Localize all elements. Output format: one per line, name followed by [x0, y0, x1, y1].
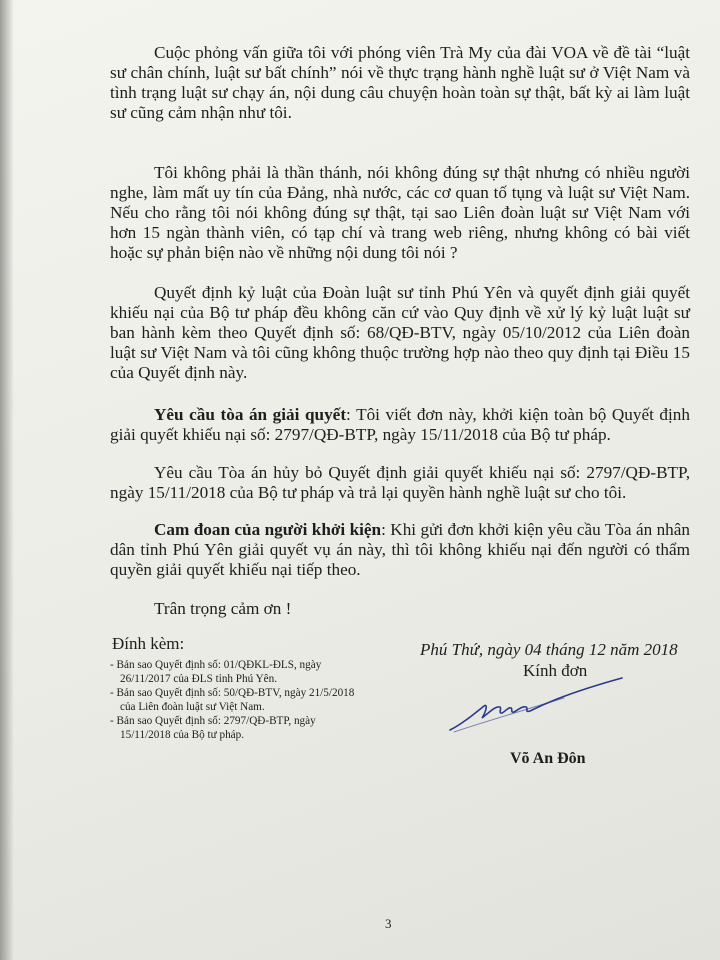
commitment-label: Cam đoan của người khởi kiện: [154, 520, 382, 539]
request-label: Yêu cầu tòa án giải quyết: [154, 405, 347, 424]
request-text: : Tôi viết đơn này, khởi kiện toàn bộ Quyết định giải quyết khiếu nại số: 2797/QĐ-BTP, ngày 15/11/2018 của Bộ tư pháp.: [110, 405, 690, 444]
paragraph-request: [110, 405, 690, 445]
signer-name: Võ An Đôn: [510, 750, 586, 767]
page-shadow: [0, 0, 14, 960]
attachment-item: - Bản sao Quyết định số: 50/QĐ-BTV, ngày 21/5/2018 của Liên đoàn luật sư Việt Nam.: [110, 687, 355, 713]
attachments-title: Đính kèm:: [112, 634, 185, 653]
paragraph-request-annul: Yêu cầu Tòa án hủy bỏ Quyết định giải quyết khiếu nại số: 2797/QĐ-BTP, ngày 15/11/2018 của Bộ tư pháp và trả lại quyền hành nghề luật sư cho tôi.: [110, 463, 690, 502]
greeting: Kính đơn: [523, 661, 588, 680]
commitment-text: : Khi gửi đơn khởi kiện yêu cầu Tòa án nhân dân tỉnh Phú Yên giải quyết vụ án này, thì tôi không khiếu nại đến người có thẩm quyền giải quyết khiếu nại tiếp theo.: [110, 520, 690, 579]
signature-image: [444, 676, 634, 742]
attachment-item: - Bản sao Quyết định số: 2797/QĐ-BTP, ngày 15/11/2018 của Bộ tư pháp.: [110, 715, 316, 741]
place-date: Phú Thứ, ngày 04 tháng 12 năm 2018: [420, 640, 678, 659]
thanks-line: Trân trọng cảm ơn !: [154, 599, 292, 618]
paragraph-commitment: [110, 520, 690, 580]
attachments-list: [110, 658, 360, 742]
page-number: 3: [385, 916, 392, 931]
paragraph-disciplinary-decision: Quyết định kỷ luật của Đoàn luật sư tỉnh Phú Yên và quyết định giải quyết khiếu nại của Bộ tư pháp đều không căn cứ vào Quy định về xử lý kỷ luật luật sư ban hành kèm theo Quyết định số: 68/QĐ-BTV, ngày 05/10/2012 của Liên đoàn luật sư Việt Nam và tôi cũng không thuộc trường hợp nào theo quy định tại Điều 15 của Quyết định này.: [110, 283, 690, 382]
attachment-item: - Bản sao Quyết định số: 01/QĐKL-ĐLS, ngày 26/11/2017 của ĐLS tỉnh Phú Yên.: [110, 659, 322, 685]
paragraph-interview: Cuộc phỏng vấn giữa tôi với phóng viên Trà My của đài VOA về đề tài “luật sư chân chính, luật sư bất chính” nói về thực trạng hành nghề luật sư ở Việt Nam và tình trạng luật sư chạy án, nội dung câu chuyện hoàn toàn sự thật, bất kỳ ai làm luật sư cũng cảm nhận như tôi.: [110, 43, 690, 122]
paragraph-not-divine: Tôi không phải là thần thánh, nói không đúng sự thật nhưng có nhiều người nghe, làm mất uy tín của Đảng, nhà nước, các cơ quan tố tụng và luật sư Việt Nam. Nếu cho rằng tôi nói không đúng sự thật, tại sao Liên đoàn luật sư Việt Nam với hơn 15 ngàn thành viên, có tạp chí và trang web riêng, nhưng không có bài viết hoặc sự phản biện nào về những nội dung tôi nói ?: [110, 163, 690, 262]
